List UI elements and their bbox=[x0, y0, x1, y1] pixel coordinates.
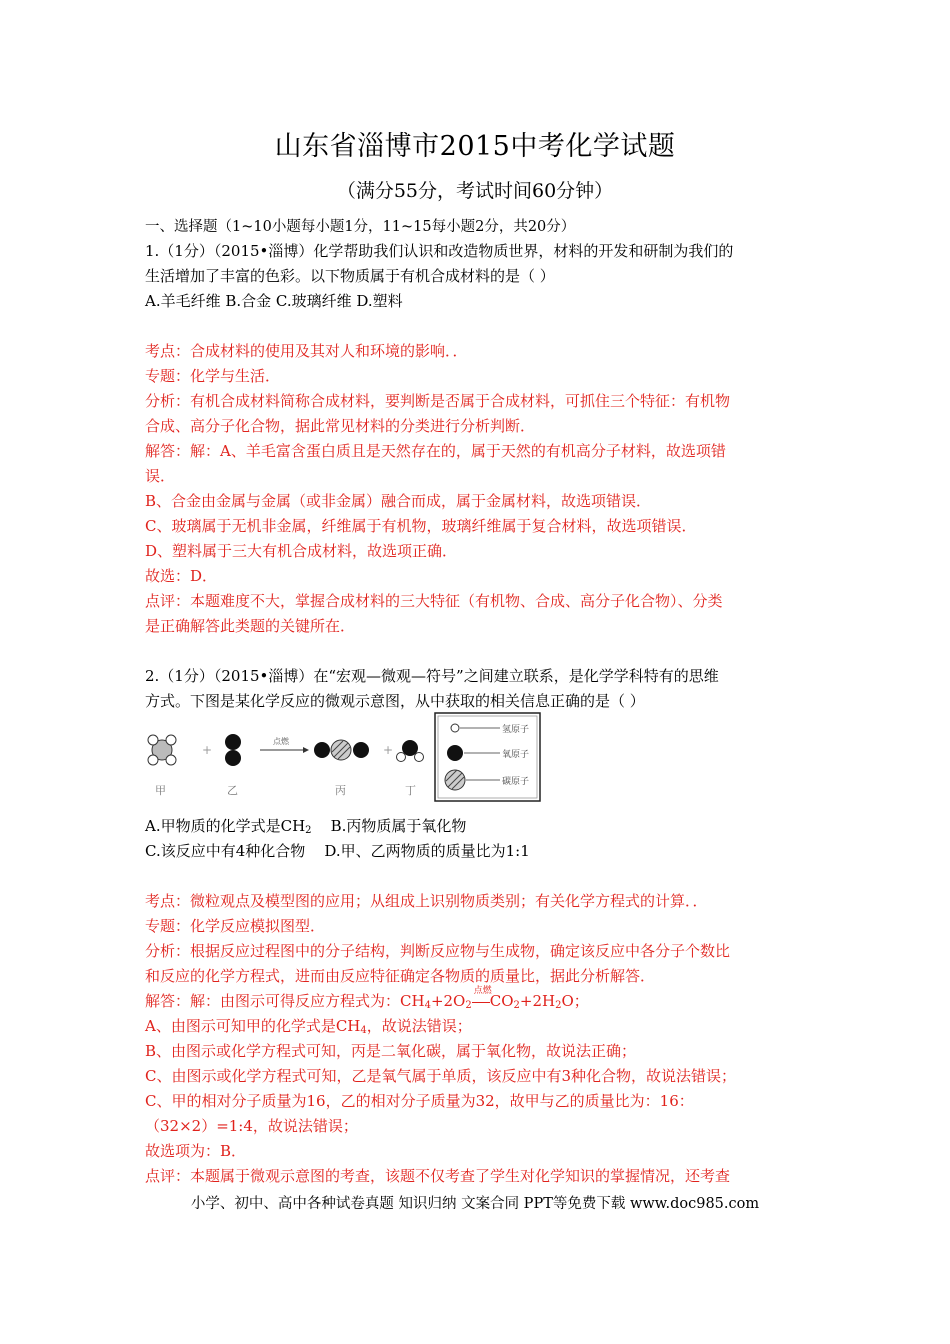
q2-answer-a-text: A、由图示可知甲的化学式是CH bbox=[145, 1017, 361, 1035]
q1-options: A.羊毛纤维 B.合金 C.玻璃纤维 D.塑料 bbox=[145, 292, 403, 310]
q1-jieda-2: 误． bbox=[145, 467, 176, 485]
label-jia: 甲 bbox=[155, 784, 166, 797]
q2-dianping-1: 点评：本题属于微观示意图的考查，该题不仅考查了学生对化学知识的掌握情况，还考查 bbox=[145, 1167, 731, 1185]
eq-sub-1: 4 bbox=[424, 1000, 431, 1011]
q1-zhuanti: 专题：化学与生活． bbox=[145, 367, 281, 385]
page-footer: 小学、初中、高中各种试卷真题 知识归纳 文案合同 PPT等免费下载 www.doc985.com bbox=[190, 1196, 760, 1212]
q2-answer-d-2: （32×2）=1:4，故说法错误； bbox=[145, 1117, 358, 1135]
q1-dianping-2: 是正确解答此类题的关键所在． bbox=[145, 617, 356, 635]
plus-sign-2: + bbox=[383, 743, 394, 757]
q1-kaodian: 考点：合成材料的使用及其对人和环境的影响．． bbox=[145, 342, 468, 360]
q2-answer-b: B、由图示或化学方程式可知，丙是二氧化碳，属于氧化物，故说法正确； bbox=[145, 1042, 637, 1060]
diagram-legend bbox=[435, 713, 540, 801]
q2-answer-a-end: ，故说法错误； bbox=[366, 1017, 472, 1035]
q2-answer-a-sub: 4 bbox=[360, 1025, 367, 1036]
eq-sub-2: 2 bbox=[465, 1000, 472, 1011]
label-yi: 乙 bbox=[227, 784, 238, 797]
q2-options-cd bbox=[145, 841, 815, 861]
arrow-label: 点燃 bbox=[273, 737, 289, 746]
eq-condition: 点燃 bbox=[473, 986, 492, 996]
q2-fenxi-2: 和反应的化学方程式，进而由反应特征确定各物质的质量比，据此分析解答． bbox=[145, 967, 656, 985]
q2-kaodian: 考点：微粒观点及模型图的应用；从组成上识别物质类别；有关化学方程式的计算．． bbox=[145, 892, 708, 910]
plus-sign-1: + bbox=[202, 743, 213, 757]
q2-stem-line-1: 2.（1分）（2015•淄博）在“宏观—微观—符号”之间建立联系，是化学学科特有的思维 bbox=[145, 667, 719, 685]
molecule-jia bbox=[148, 735, 176, 765]
q2-option-c: C.该反应中有4种化合物 bbox=[145, 842, 306, 860]
reaction-micro-diagram bbox=[145, 710, 545, 805]
eq-condition-arrow bbox=[472, 986, 492, 1011]
q2-option-a: A.甲物质的化学式是CH bbox=[145, 817, 306, 835]
q2-answer-a bbox=[145, 1016, 815, 1036]
q2-zhuanti: 专题：化学反应模拟图型． bbox=[145, 917, 326, 935]
label-ding: 丁 bbox=[405, 784, 416, 797]
eq-end: O； bbox=[561, 992, 589, 1010]
eq-sub-4: 2 bbox=[555, 1000, 562, 1011]
q2-jieda-equation bbox=[145, 986, 815, 1011]
eq-plus: +2O bbox=[430, 992, 466, 1010]
q2-option-b: B.丙物质属于氧化物 bbox=[311, 817, 467, 835]
q2-stem-line-2: 方式。下图是某化学反应的微观示意图，从中获取的相关信息正确的是（ ） bbox=[145, 692, 645, 710]
document-title: 山东省淄博市2015中考化学试题 bbox=[274, 131, 676, 162]
q2-answer-c: C、由图示或化学方程式可知，乙是氧气属于单质，该反应中有3种化合物，故说法错误； bbox=[145, 1067, 737, 1085]
q2-fenxi-1: 分析：根据反应过程图中的分子结构，判断反应物与生成物，确定该反应中各分子个数比 bbox=[145, 942, 731, 960]
q2-option-d: D.甲、乙两物质的质量比为1:1 bbox=[305, 842, 530, 860]
q2-answer-d-1: C、甲的相对分子质量为16，乙的相对分子质量为32，故甲与乙的质量比为：16： bbox=[145, 1092, 694, 1110]
q2-option-a-sub: 2 bbox=[305, 825, 312, 836]
molecule-ding bbox=[397, 740, 424, 762]
q1-answer-d: D、塑料属于三大有机合成材料，故选项正确． bbox=[145, 542, 458, 560]
eq-tail: +2H bbox=[519, 992, 556, 1010]
eq-co: CO bbox=[489, 992, 514, 1010]
q1-fenxi-2: 合成、高分子化合物，据此常见材料的分类进行分析判断． bbox=[145, 417, 536, 435]
q1-stem-line-1: 1.（1分）（2015•淄博）化学帮助我们认识和改造物质世界，材料的开发和研制为我们的 bbox=[145, 242, 734, 260]
document-subtitle: （满分55分，考试时间60分钟） bbox=[336, 180, 614, 202]
legend-h-label: 氢原子 bbox=[502, 725, 530, 735]
legend-o-label: 氧原子 bbox=[502, 750, 530, 760]
q2-guxuan: 故选项为：B． bbox=[145, 1142, 247, 1160]
q1-answer-c: C、玻璃属于无机非金属，纤维属于有机物，玻璃纤维属于复合材料，故选项错误． bbox=[145, 517, 697, 535]
eq-sub-3: 2 bbox=[513, 1000, 520, 1011]
q2-options-ab bbox=[145, 816, 815, 836]
reaction-arrow-head bbox=[303, 747, 309, 753]
label-bing: 丙 bbox=[335, 784, 346, 797]
q1-fenxi-1: 分析：有机合成材料简称合成材料，要判断是否属于合成材料，可抓住三个特征：有机物 bbox=[145, 392, 731, 410]
molecule-yi bbox=[225, 734, 241, 766]
q1-guxuan: 故选：D． bbox=[145, 567, 218, 585]
q1-dianping-1: 点评：本题难度不大，掌握合成材料的三大特征（有机物、合成、高分子化合物）、分类 bbox=[145, 592, 723, 610]
legend-c-label: 碳原子 bbox=[502, 777, 530, 787]
q1-answer-b: B、合金由金属与金属（或非金属）融合而成，属于金属材料，故选项错误． bbox=[145, 492, 652, 510]
eq-prefix: 解答：解：由图示可得反应方程式为：CH bbox=[145, 992, 425, 1010]
section-heading: 一、选择题（1~10小题每小题1分，11~15每小题2分，共20分） bbox=[145, 219, 576, 235]
q1-stem-line-2: 生活增加了丰富的色彩。以下物质属于有机合成材料的是（ ） bbox=[145, 267, 555, 285]
q1-jieda-1: 解答：解：A、羊毛富含蛋白质且是天然存在的，属于天然的有机高分子材料，故选项错 bbox=[145, 442, 726, 460]
molecule-bing bbox=[314, 740, 369, 760]
